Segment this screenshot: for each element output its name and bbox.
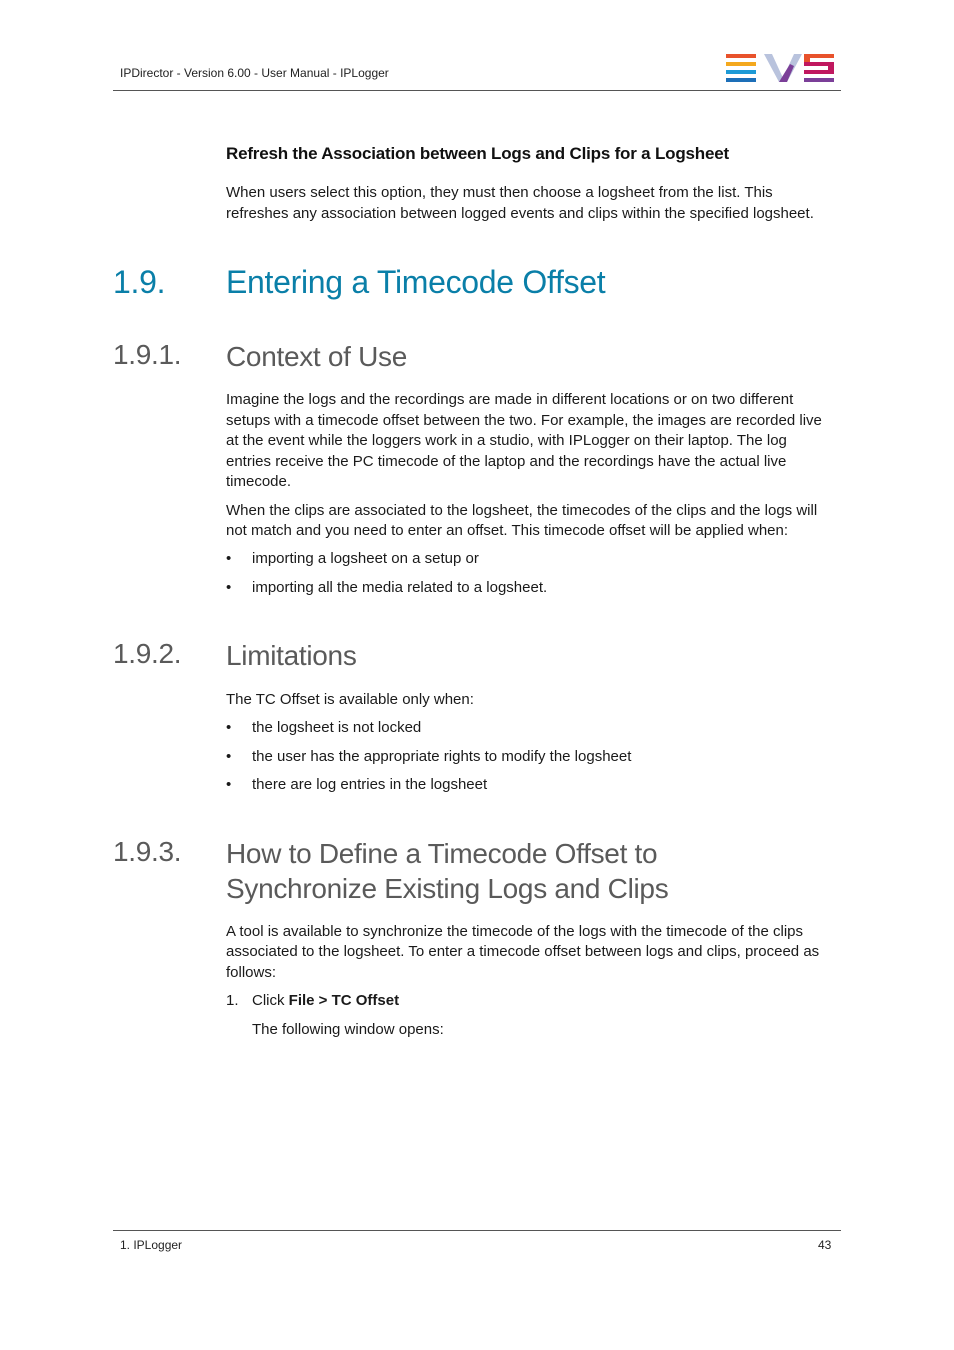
- paragraph-line: Imagine the logs and the recordings are made in different locations or on two different: [226, 391, 794, 408]
- subsection-title: Context of Use: [226, 341, 407, 372]
- list-item: the user has the appropriate rights to modify the logsheet: [252, 748, 632, 765]
- paragraph-line: The TC Offset is available only when:: [226, 691, 474, 708]
- step-text: [252, 992, 399, 1009]
- header-divider: [113, 90, 841, 91]
- menu-path: File > TC Offset: [288, 992, 400, 1009]
- paragraph-line: associated to the logsheet. To enter a timecode offset between logs and clips, proceed as: [226, 943, 820, 960]
- running-header: IPDirector - Version 6.00 - User Manual - IPLogger: [120, 66, 389, 80]
- paragraph-line: setups with a timecode offset between the two. For example, the images are recorded live: [226, 412, 822, 429]
- bullet-marker: •: [226, 776, 232, 793]
- subsection-number: 1.9.2.: [113, 638, 182, 669]
- bullet-marker: •: [226, 550, 232, 567]
- step-result: The following window opens:: [252, 1021, 444, 1038]
- list-item: importing a logsheet on a setup or: [252, 550, 479, 567]
- evs-logo: [726, 54, 834, 82]
- list-item: importing all the media related to a logsheet.: [252, 579, 548, 596]
- bullet-marker: •: [226, 719, 232, 736]
- paragraph-line: at the event while the loggers work in a studio, with IPLogger on their laptop. The log: [226, 432, 787, 449]
- footer-divider: [113, 1230, 841, 1231]
- step-number: 1.: [226, 992, 239, 1009]
- paragraph-line: entries receive the PC timecode of the laptop and the recordings have the actual live: [226, 453, 787, 470]
- subsection-heading: Refresh the Association between Logs and Clips for a Logsheet: [226, 144, 729, 163]
- footer-chapter: 1. IPLogger: [120, 1238, 183, 1252]
- subsection-number: 1.9.3.: [113, 836, 182, 867]
- subsection-number: 1.9.1.: [113, 339, 182, 370]
- paragraph-line: not match and you need to enter an offset. This timecode offset will be applied when:: [226, 522, 789, 539]
- bullet-marker: •: [226, 748, 232, 765]
- section-title: Entering a Timecode Offset: [226, 264, 606, 300]
- paragraph-line: follows:: [226, 964, 277, 981]
- paragraph-line: timecode.: [226, 473, 292, 490]
- bullet-marker: •: [226, 579, 232, 596]
- paragraph-line: When the clips are associated to the logsheet, the timecodes of the clips and the logs will: [226, 502, 818, 519]
- subsection-title-line: How to Define a Timecode Offset to: [226, 838, 658, 869]
- list-item: the logsheet is not locked: [252, 719, 422, 736]
- step-prefix: Click: [252, 992, 289, 1009]
- paragraph-line: A tool is available to synchronize the timecode of the logs with the timecode of the clips: [226, 923, 803, 940]
- subsection-title-line: Synchronize Existing Logs and Clips: [226, 873, 669, 904]
- page-number: 43: [818, 1238, 832, 1252]
- paragraph-line: When users select this option, they must then choose a logsheet from the list. This: [226, 184, 773, 201]
- list-item: there are log entries in the logsheet: [252, 776, 488, 793]
- paragraph-line: refreshes any association between logged events and clips within the specified logsheet.: [226, 205, 814, 222]
- section-number: 1.9.: [113, 264, 166, 300]
- subsection-title: Limitations: [226, 640, 357, 671]
